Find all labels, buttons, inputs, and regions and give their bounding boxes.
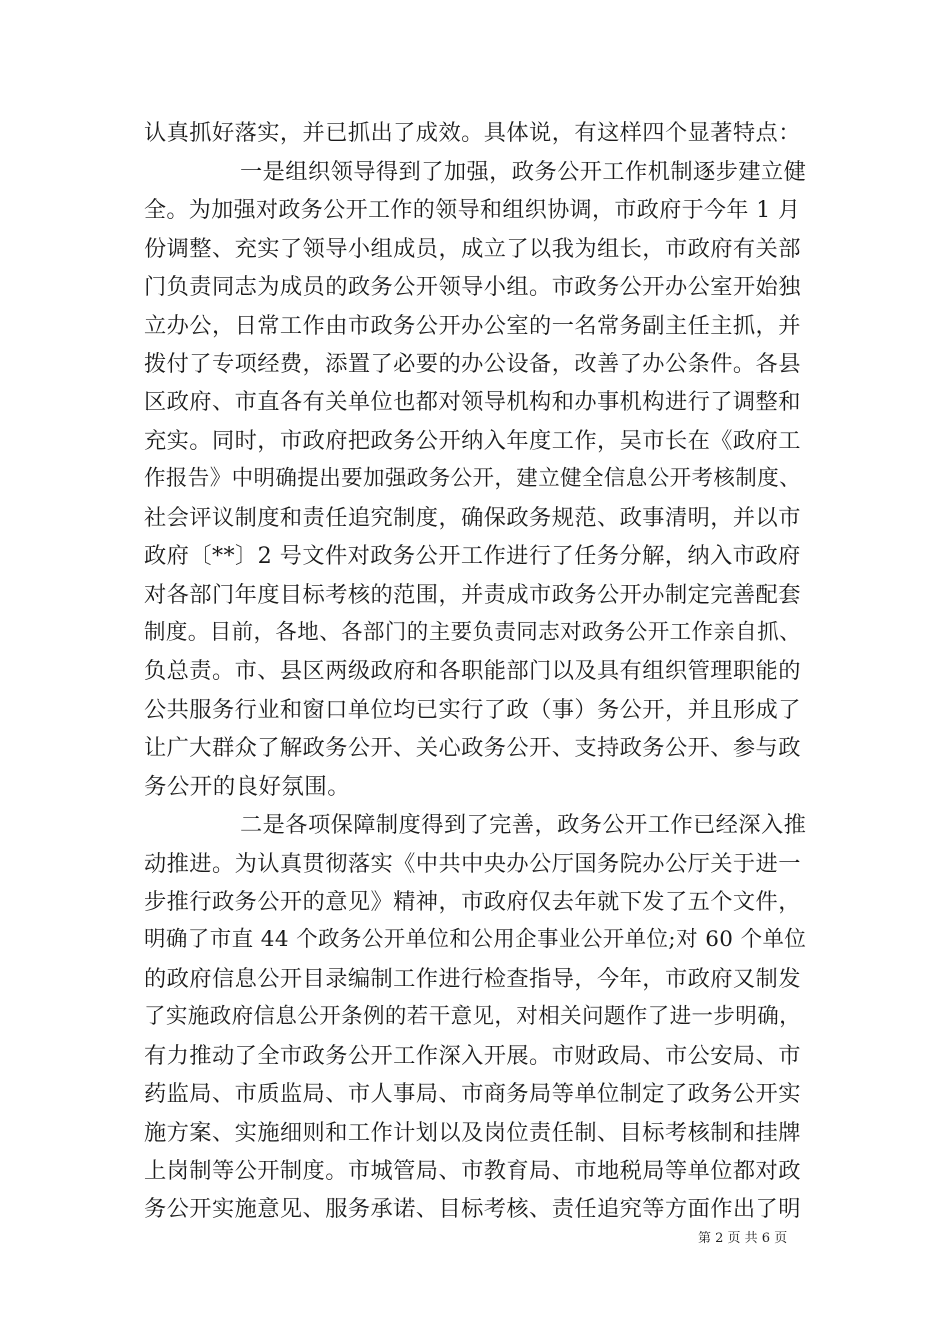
text-line: 制度。目前，各地、各部门的主要负责同志对政务公开工作亲自抓、 <box>144 620 802 645</box>
text-line: 社会评议制度和责任追究制度，确保政务规范、政事清明，并以市 <box>144 505 801 531</box>
text-line: 务公开的良好氛围。 <box>144 774 351 800</box>
paragraph-start-line: 一是组织领导得到了加强，政务公开工作机制逐步建立健 <box>240 159 807 185</box>
text-line: 门负责同志为成员的政务公开领导小组。市政务公开办公室开始独 <box>144 274 801 300</box>
text-line: 份调整、充实了领导小组成员，成立了以我为组长，市政府有关部 <box>144 236 801 262</box>
page-number-footer: 第 2 页 共 6 页 <box>698 1231 788 1246</box>
text-line: 作报告》中明确提出要加强政务公开，建立健全信息公开考核制度、 <box>144 466 802 491</box>
text-line: 了实施政府信息公开条例的若干意见，对相关问题作了进一步明确， <box>144 1004 802 1029</box>
text-line: 上岗制等公开制度。市城管局、市教育局、市地税局等单位都对政 <box>144 1158 801 1184</box>
text-line: 拨付了专项经费，添置了必要的办公设备，改善了办公条件。各县 <box>144 351 801 377</box>
text-line: 务公开实施意见、服务承诺、目标考核、责任追究等方面作出了明 <box>144 1196 801 1222</box>
paragraph-start-line: 二是各项保障制度得到了完善，政务公开工作已经深入推 <box>240 812 807 838</box>
text-line: 有力推动了全市政务公开工作深入开展。市财政局、市公安局、市 <box>144 1043 801 1069</box>
text-line: 全。为加强对政务公开工作的领导和组织协调，市政府于今年 1 月 <box>144 198 801 223</box>
text-line: 负总责。市、县区两级政府和各职能部门以及具有组织管理职能的 <box>144 658 801 684</box>
text-line: 步推行政务公开的意见》精神，市政府仅去年就下发了五个文件， <box>144 889 801 915</box>
text-line: 公共服务行业和窗口单位均已实行了政（事）务公开，并且形成了 <box>144 697 801 723</box>
text-line: 明确了市直 44 个政务公开单位和公用企事业公开单位;对 60 个单位 <box>144 927 807 952</box>
text-line: 认真抓好落实，并已抓出了成效。具体说，有这样四个显著特点： <box>144 120 801 146</box>
text-line: 药监局、市质监局、市人事局、市商务局等单位制定了政务公开实 <box>144 1081 801 1107</box>
text-line: 让广大群众了解政务公开、关心政务公开、支持政务公开、参与政 <box>144 735 801 761</box>
text-line: 政府〔**〕2 号文件对政务公开工作进行了任务分解，纳入市政府 <box>144 543 801 569</box>
text-line: 充实。同时，市政府把政务公开纳入年度工作，吴市长在《政府工 <box>144 428 801 454</box>
text-line: 区政府、市直各有关单位也都对领导机构和办事机构进行了调整和 <box>144 389 801 415</box>
text-line: 动推进。为认真贯彻落实《中共中央办公厅国务院办公厅关于进一 <box>144 851 801 877</box>
text-line: 的政府信息公开目录编制工作进行检查指导，今年，市政府又制发 <box>144 966 801 992</box>
text-line: 对各部门年度目标考核的范围，并责成市政务公开办制定完善配套 <box>144 582 801 608</box>
text-line: 施方案、实施细则和工作计划以及岗位责任制、目标考核制和挂牌 <box>144 1120 801 1146</box>
text-line: 立办公，日常工作由市政务公开办公室的一名常务副主任主抓，并 <box>144 313 801 339</box>
